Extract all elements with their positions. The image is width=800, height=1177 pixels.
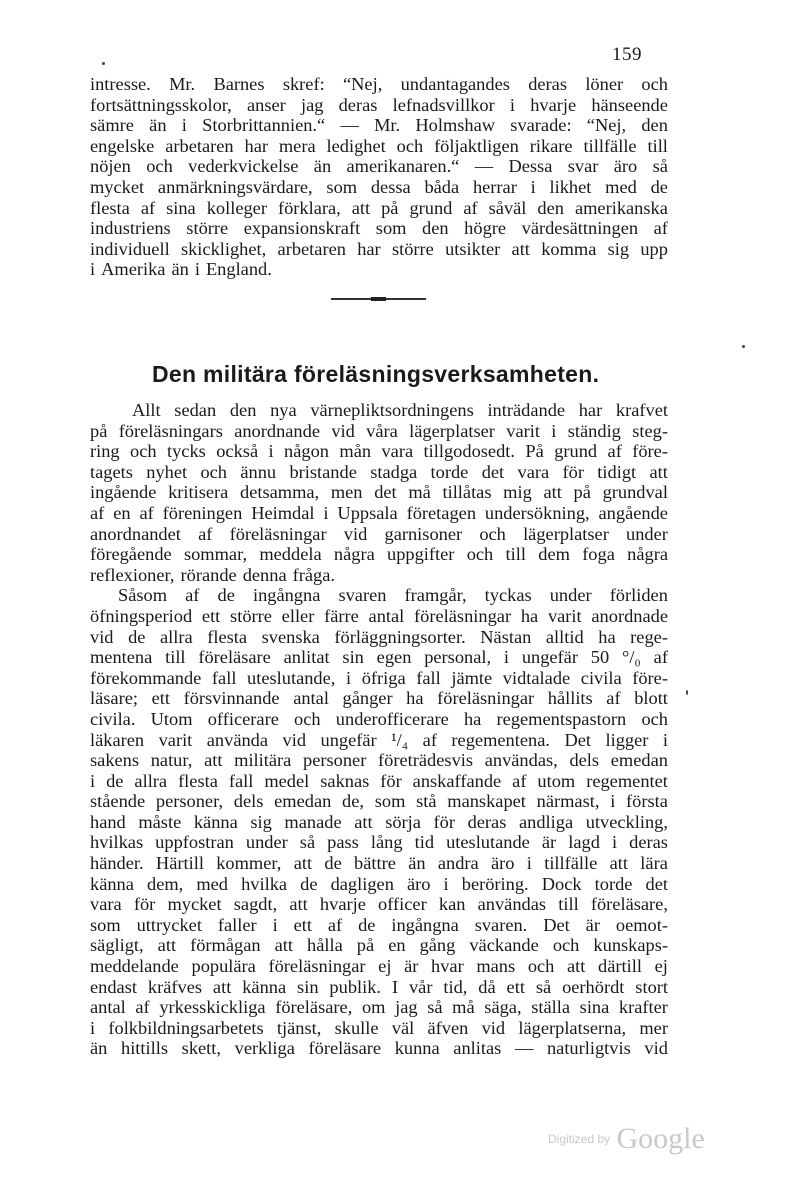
text-line: på föreläsningars anordnande vid våra lägerplatser varit i ständig steg- — [90, 420, 668, 441]
text-line: förekommande fall uteslutande, i öfriga fall jämte vidtalade civila före- — [90, 667, 668, 688]
text-line: af en af föreningen Heimdal i Uppsala företagen undersökning, angående — [90, 502, 668, 523]
speck — [102, 62, 105, 65]
text-line: i de allra flesta fall medel saknas för anskaffande af utom regementet — [90, 770, 668, 791]
text-line: öfningsperiod ett större eller färre antal föreläsningar ha varit anordnade — [90, 605, 668, 626]
text-line: flesta af sina kolleger förklara, att på grund af såväl den amerikanska — [90, 197, 668, 218]
text-line: läsare; ett försvinnande antal gånger ha föreläsningar hållits af blott — [90, 688, 668, 709]
section-title: Den militära föreläsningsverksamheten. — [152, 361, 600, 387]
text-line: engelske arbetaren har mera ledighet och följaktligen rikare tillfälle till — [90, 135, 668, 156]
text-line: vid de allra flesta svenska förläggningsorter. Nästan alltid ha rege- — [90, 626, 668, 647]
text-line: fortsättningsskolor, anser jag deras lefnadsvillkor i hvarje hänseende — [90, 94, 668, 115]
text-line: endast kräfves att känna sin publik. I vår tid, då ett så oerhördt stort — [90, 976, 668, 997]
text-line: ring och tycks också i någon mån vara tillgodosedt. På grund af före- — [90, 441, 668, 462]
text-line: industriens större expansionskraft som den högre värdesättningen af — [90, 218, 668, 239]
text-line: Såsom af de ingångna svaren framgår, tyckas under förliden — [118, 585, 668, 606]
speck — [686, 690, 688, 695]
text-line: tagets nyhet och ännu bristande stadga torde det vara för tidigt att — [90, 461, 668, 482]
text-line: ingående kritisera detsamma, men det må tillåtas mig att på grundval — [90, 482, 668, 503]
top-paragraph — [90, 74, 668, 280]
watermark-brand: Google — [616, 1122, 705, 1155]
text-line: mycket anmärkningsvärdare, som dessa båda herrar i likhet med de — [90, 176, 668, 197]
text-line: reflexioner, rörande denna fråga. — [90, 564, 335, 585]
text-line: anordnandet af föreläsningar vid garnisoner och lägerplatser under — [90, 523, 668, 544]
text-line: civila. Utom officerare och underofficerare ha regementspastorn och — [90, 708, 668, 729]
text-line: i folkbildningsarbetets tjänst, skulle väl äfven vid lägerplatserna, mer — [90, 1017, 668, 1038]
text-line: antal af yrkesskickliga föreläsare, om jag så må säga, ställa sina krafter — [90, 997, 668, 1018]
text-line: känna dem, med hvilka de dagligen äro i beröring. Dock torde det — [90, 873, 668, 894]
speck — [742, 345, 745, 348]
text-line: sämre än i Storbrittannien.“ — Mr. Holmshaw svarade: “Nej, den — [90, 115, 668, 136]
text-line: nöjen och vederkvickelse än amerikanaren.“ — Dessa svar äro så — [90, 156, 668, 177]
text-line: intresse. Mr. Barnes skref: “Nej, undantagandes deras löner och — [90, 74, 668, 94]
watermark-prefix: Digitized by — [548, 1132, 611, 1146]
text-line: hvilkas uppfostran under så pass lång tid uteslutande är lagd i deras — [90, 832, 668, 853]
text-line: sägligt, att förmågan att hålla på en gång väckande och kunskaps- — [90, 935, 668, 956]
text-line: läkaren varit använda vid ungefär ¹/₄ af regementena. Det ligger i — [90, 729, 668, 750]
text-line: föregående sommar, meddela några uppgifter och till dem foga några — [90, 544, 668, 565]
text-line: händer. Härtill kommer, att de bättre än andra äro i tillfälle att lära — [90, 853, 668, 874]
digitized-by-google-watermark — [548, 1122, 705, 1156]
section-divider — [331, 298, 426, 300]
text-line: hand måste känna sig manade att sörja för deras andliga utveckling, — [90, 811, 668, 832]
text-line: vara för mycket sagdt, att hvarje officer kan användas till föreläsare, — [90, 894, 668, 915]
text-line: som uttrycket faller i ett af de ingångna svaren. Det är oemot- — [90, 914, 668, 935]
text-line: individuell skicklighet, arbetaren har större utsikter att komma sig upp — [90, 238, 668, 259]
text-line: mentena till föreläsare anlitat sin egen personal, i ungefär 50 °/₀ af — [90, 647, 668, 668]
text-line: än hittills skett, verkliga föreläsare kunna anlitas — naturligtvis vid — [90, 1038, 668, 1059]
text-line: Allt sedan den nya värnepliktsordningens inträdande har krafvet — [132, 400, 668, 420]
text-line: meddelande populära föreläsningar ej är hvar mans och att därtill ej — [90, 956, 668, 977]
text-line: i Amerika än i England. — [90, 259, 272, 280]
section-body — [90, 400, 668, 1059]
text-line: sakens natur, att militära personer företrädesvis användas, dels emedan — [90, 750, 668, 771]
text-line: stående personer, dels emedan de, som stå manskapet närmast, i första — [90, 791, 668, 812]
page-number: 159 — [612, 44, 642, 65]
